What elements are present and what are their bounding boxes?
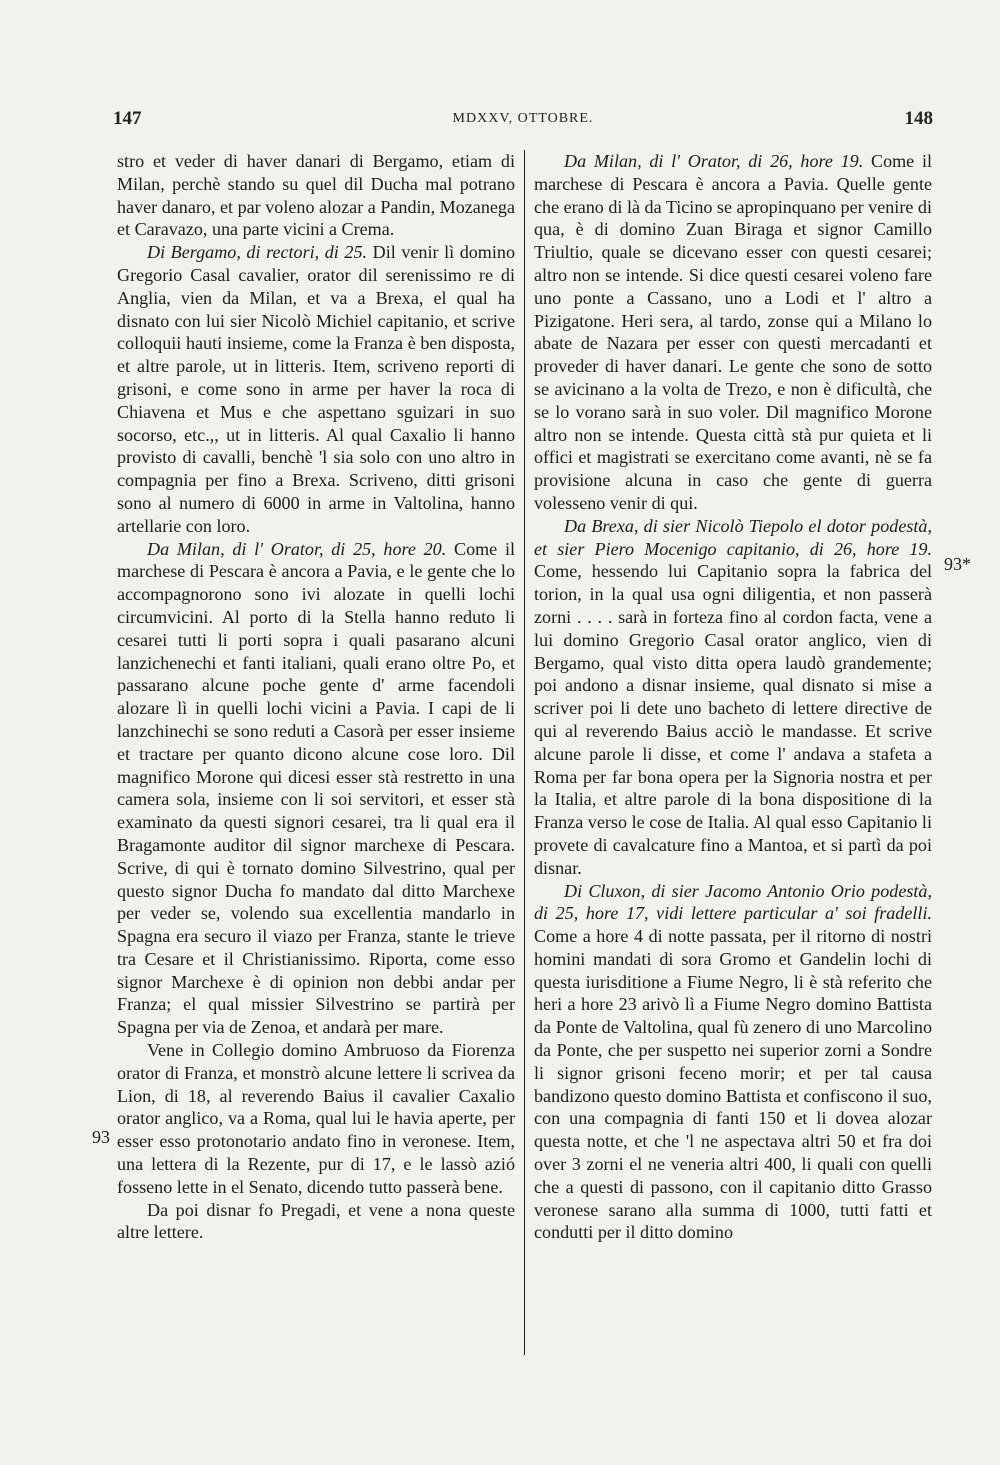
paragraph: Di Bergamo, di rectori, di 25. Dil venir lì domino Gregorio Casal cavalier, orator dil serenissimo re di Anglia, vien da Milan, et va a Brexa, el qual ha disnato con lui sier Nicolò Michiel capitanio, et scrive colloquii hauti insieme, come la Franza è ben disposta, et altre parole, ut in litteris. Item, scriveno reporti di grisoni, e come sono in arme per haver la roca di Chiavena et Mus e che aspettano sguizari in suo socorso, etc.,, ut in litteris. Al qual Caxalio li hanno provisto di cavalli, benchè 'l sia solo con uno altro in compagnia per fino a Brexa. Scriveno, ditti grisoni sono al numero di 6000 in arme in Valtolina, hanno artellarie con loro.	[117, 242, 516, 536]
letter-heading: Da Milan, di l' Orator, di 25, hore 20.	[147, 538, 447, 559]
page-number-right: 148	[904, 108, 933, 129]
page-header	[113, 108, 933, 138]
running-title: MDXXV, OTTOBRE.	[452, 111, 594, 126]
paragraph: stro et veder di haver danari di Bergamo, etiam di Milan, perchè stando su quel dil Ducha mal potrano haver danaro, et par voleno alozar a Pandin, Mozanega et Caravazo, una parte vicini a Crema.	[117, 151, 515, 240]
column-divider	[524, 150, 525, 1355]
paragraph: Da Milan, di l' Orator, di 25, hore 20. Come il marchese di Pescara è ancora a Pavia, e le gente che lo accompagnorono sono ivi alozate in quelli lochi circumvicini. Al porto di la Stella hanno reduto li cesarei tutti li porti sopra i quali pasarano alcuni lanzichenechi et fanti italiani, quali erano oltre Po, et passarano alcune poche gente d' arme facendoli alozare lì in quelli lochi vicini a Pavia. I capi de li lanzchinechi se sono reduti a Casorà per esser insieme et tractare per quanto dicono alcune cose loro. Dil magnifico Morone qui dicesi esser stà restretto in una camera sola, insieme con li soi servitori, et esser stà examinato da questi signori cesarei, tra li qual era il Bragamonte auditor dil signor marchexe di Pescara. Scrive, di qui è tornato domino Silvestrino, qual per questo signor Ducha fo mandato dal ditto Marchexe per veder se, volendo sua excellentia mandarlo in Spagna era securo il viazo per Franza, stante le trieve tra Cesare et il Christianissimo. Riporta, come esso signor Marchexe è di opinion non debbi andar per Franza; el qual missier Silvestrino se partirà per Spagna per via de Zenoa, et andarà per mare.	[117, 538, 515, 1038]
letter-heading: Da Brexa, di sier Nicolò Tiepolo el dotor podestà, et sier Piero Mocenigo capitanio, di 26, hore 19.	[534, 515, 932, 559]
letter-heading: Di Bergamo, di rectori, di 25.	[147, 242, 368, 263]
paragraph: Da Brexa, di sier Nicolò Tiepolo el dotor podestà, et sier Piero Mocenigo capitanio, di 26, hore 19. Come, hessendo lui Capitanio sopra la fabrica del torion, in la qual usa ogni diligentia, et non passerà zorni . . . . sarà in forteza fino al cordon facta, vene a lui domino Gregorio Casal orator anglico, vien di Bergamo, qual visto ditta opera laudò grandemente; poi andono a disnar insieme, qual disnato si mise a scriver poi li dete uno bacheto di lettere directive de qui al reverendo Baius acciò le mandasse. Et scrive alcune parole li disse, et come l' andava a stafeta a Roma per far bona opera per la Signoria nostra et per la Italia, et altre parole di la bona dispositione di la Franza verso le cose de Italia. Al qual esso Capitanio li provete di cavalcature fino a Mantoa, et si partì da poi disnar.	[534, 515, 932, 878]
margin-note-left: 93	[92, 1127, 110, 1147]
margin-note-right: 93*	[944, 554, 971, 574]
paragraph: Da Milan, di l' Orator, di 26, hore 19. Come il marchese di Pescara è ancora a Pavia. Quelle gente che erano di là da Ticino se apropinquano per venire di qua, è di domino Zuan Biraga et signor Camillo Triultio, quale se dicevano esser con questi cesarei; altro non se intende. Si dice questi cesarei voleno fare uno ponte a Cassano, uno a Lodi et l' altro a Pizigatone. Heri sera, al tardo, zonse qui a Milano lo abate de Nazara per esser con questi mercadanti et proveder di haver danari. Le gente che sono de sotto se avicinano a la volta de Trezo, e non è dificultà, che se lo vorano sarà in suo voler. Dil magnifico Morone altro non se intende. Questa città stà pur quieta et li offici et magistrati se exercitano come avanti, nè se fa provisione alcuna in caso che gente di guerra volesseno venir di qui.	[534, 151, 932, 513]
paragraph: Di Cluxon, di sier Jacomo Antonio Orio podestà, di 25, hore 17, vidi lettere particular a' soi fradelli. Come a hore 4 di notte passata, per il ritorno di nostri homini mandati di sora Gromo et Gandelin lochi di questa iurisditione a Fiume Negro, li è stà referito che heri a hore 23 arivò lì a Fiume Negro domino Battista da Ponte de Valtolina, qual fù zenero di uno Marcolino da Ponte, che per suspetto nei superior zorni a Sondre li signor grisoni feceno morir; et per tal causa bandizono questo domino Battista et confiscono il suo, con una compagnia di fanti 150 et li dovea alozar questa notte, et che 'l ne aspectava altri 50 et fra doi over 3 zorni el ne veneria altri 400, li quali con quelli che a questi di passono, con il capitanio ditto Grasso veronese sarano alla summa di 1000, tutti fatti et condutti per il ditto domino	[534, 880, 932, 1243]
letter-heading: Da Milan, di l' Orator, di 26, hore 19.	[564, 151, 864, 171]
paragraph: Vene in Collegio domino Ambruoso da Fiorenza orator di Franza, et monstrò alcune lettere li scrivea da Lion, di 18, al reverendo Baius il cavalier Caxalio orator anglico, va a Roma, qual lui le havia aperte, per esser esso protonotario andato fino in veronese. Item, una lettera di la Rezente, pur di 17, e le lassò azió fosseno lette in el Senato, dicendo tutto passerà bene.	[117, 1040, 515, 1197]
paragraph: Da poi disnar fo Pregadi, et vene a nona queste altre lettere.	[117, 1199, 515, 1243]
left-column	[117, 150, 515, 1244]
letter-heading: Di Cluxon, di sier Jacomo Antonio Orio podestà, di 25, hore 17, vidi lettere particular a' soi fradelli.	[534, 880, 932, 924]
page-number-left: 147	[113, 108, 142, 129]
right-column	[534, 150, 932, 1244]
